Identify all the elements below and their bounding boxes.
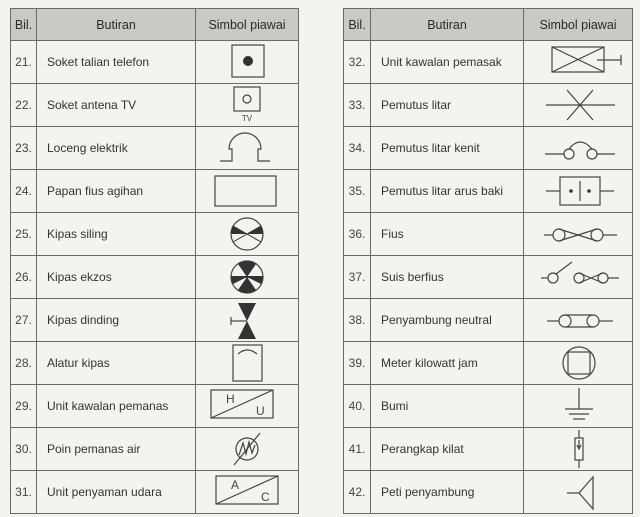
symbol-cell	[524, 84, 633, 127]
row-number: 35.	[344, 170, 371, 213]
circuit-breaker-icon	[527, 84, 630, 126]
symbol-cell	[524, 213, 633, 256]
row-description: Loceng elektrik	[37, 127, 196, 170]
symbol-cell	[196, 127, 299, 170]
symbol-cell	[524, 170, 633, 213]
row-description: Papan fius agihan	[37, 170, 196, 213]
table-row	[11, 385, 299, 428]
table-row	[344, 256, 633, 299]
table-row	[344, 41, 633, 84]
row-number: 33.	[344, 84, 371, 127]
row-description: Meter kilowatt jam	[371, 342, 524, 385]
distribution-board-icon	[196, 170, 299, 212]
tv-antenna-socket-icon	[196, 84, 299, 126]
row-description: Pemutus litar arus baki	[371, 170, 524, 213]
symbol-cell	[196, 299, 299, 342]
symbol-cell	[524, 299, 633, 342]
symbol-cell	[196, 41, 299, 84]
row-number: 41.	[344, 428, 371, 471]
row-number: 24.	[11, 170, 37, 213]
row-number: 36.	[344, 213, 371, 256]
header-bil: Bil.	[11, 9, 37, 41]
table-header	[11, 9, 299, 41]
row-description: Pemutus litar kenit	[371, 127, 524, 170]
table-row	[11, 256, 299, 299]
table-row	[11, 170, 299, 213]
row-description: Kipas siling	[37, 213, 196, 256]
symbol-cell	[196, 385, 299, 428]
symbol-text: H	[226, 392, 235, 406]
table-row	[11, 471, 299, 514]
row-number: 39.	[344, 342, 371, 385]
symbol-cell	[524, 385, 633, 428]
fan-regulator-icon	[196, 342, 299, 384]
row-description: Suis berfius	[371, 256, 524, 299]
table-row	[344, 170, 633, 213]
row-number: 27.	[11, 299, 37, 342]
symbol-cell	[196, 471, 299, 514]
table-row	[11, 84, 299, 127]
row-description: Pemutus litar	[371, 84, 524, 127]
row-description: Soket talian telefon	[37, 41, 196, 84]
row-number: 23.	[11, 127, 37, 170]
table-row	[11, 213, 299, 256]
row-number: 40.	[344, 385, 371, 428]
neutral-link-icon	[527, 299, 630, 341]
row-description: Peti penyambung	[371, 471, 524, 514]
symbol-text: TV	[241, 114, 253, 123]
symbol-cell	[196, 84, 299, 127]
table-row	[344, 127, 633, 170]
table-row	[11, 41, 299, 84]
header-butiran: Butiran	[37, 9, 196, 41]
row-number: 38.	[344, 299, 371, 342]
wall-fan-icon	[196, 299, 299, 341]
kilowatt-hour-meter-icon	[527, 342, 630, 384]
row-description: Bumi	[371, 385, 524, 428]
symbol-cell	[524, 256, 633, 299]
header-simbol: Simbol piawai	[524, 9, 633, 41]
table-row	[344, 84, 633, 127]
row-number: 21.	[11, 41, 37, 84]
header-simbol: Simbol piawai	[196, 9, 299, 41]
row-description: Unit kawalan pemanas	[37, 385, 196, 428]
row-number: 42.	[344, 471, 371, 514]
symbol-cell	[196, 428, 299, 471]
table-row	[11, 127, 299, 170]
header-butiran: Butiran	[371, 9, 524, 41]
fuse-icon	[527, 213, 630, 255]
electric-bell-icon	[196, 127, 299, 169]
row-number: 22.	[11, 84, 37, 127]
row-description: Kipas ekzos	[37, 256, 196, 299]
earth-icon	[527, 385, 630, 427]
row-description: Fius	[371, 213, 524, 256]
row-description: Poin pemanas air	[37, 428, 196, 471]
row-number: 28.	[11, 342, 37, 385]
row-number: 30.	[11, 428, 37, 471]
table-row	[11, 342, 299, 385]
row-description: Soket antena TV	[37, 84, 196, 127]
table-header	[344, 9, 633, 41]
symbol-text: A	[231, 478, 240, 492]
row-number: 37.	[344, 256, 371, 299]
symbol-cell	[196, 213, 299, 256]
symbol-table-right	[343, 8, 633, 514]
row-description: Perangkap kilat	[371, 428, 524, 471]
row-number: 29.	[11, 385, 37, 428]
symbol-table-left	[10, 8, 299, 514]
cooker-control-unit-icon	[527, 41, 630, 83]
table-row	[344, 213, 633, 256]
row-number: 31.	[11, 471, 37, 514]
symbol-cell	[524, 127, 633, 170]
table-row	[11, 299, 299, 342]
water-heater-point-icon	[196, 428, 299, 470]
row-number: 34.	[344, 127, 371, 170]
table-row	[11, 428, 299, 471]
table-row	[344, 299, 633, 342]
residual-current-breaker-icon	[527, 170, 630, 212]
exhaust-fan-icon	[196, 256, 299, 298]
lightning-arrester-icon	[527, 428, 630, 470]
row-description: Penyambung neutral	[371, 299, 524, 342]
table-row	[344, 342, 633, 385]
miniature-circuit-breaker-icon	[527, 127, 630, 169]
row-number: 26.	[11, 256, 37, 299]
symbol-cell	[196, 342, 299, 385]
symbol-cell	[524, 41, 633, 84]
symbol-cell	[196, 256, 299, 299]
junction-box-icon	[527, 471, 630, 513]
symbol-cell	[196, 170, 299, 213]
row-number: 32.	[344, 41, 371, 84]
symbol-cell	[524, 342, 633, 385]
row-number: 25.	[11, 213, 37, 256]
table-row	[344, 428, 633, 471]
symbol-cell	[524, 471, 633, 514]
header-bil: Bil.	[344, 9, 371, 41]
table-row	[344, 471, 633, 514]
telephone-socket-icon	[196, 41, 299, 83]
row-description: Unit penyaman udara	[37, 471, 196, 514]
symbol-text: C	[261, 490, 270, 504]
heater-control-unit-icon	[196, 385, 299, 427]
row-description: Kipas dinding	[37, 299, 196, 342]
table-row	[344, 385, 633, 428]
row-description: Unit kawalan pemasak	[371, 41, 524, 84]
air-conditioner-unit-icon	[196, 471, 299, 513]
symbol-text: U	[256, 404, 265, 418]
symbol-cell	[524, 428, 633, 471]
row-description: Alatur kipas	[37, 342, 196, 385]
ceiling-fan-icon	[196, 213, 299, 255]
fused-switch-icon	[527, 256, 630, 298]
